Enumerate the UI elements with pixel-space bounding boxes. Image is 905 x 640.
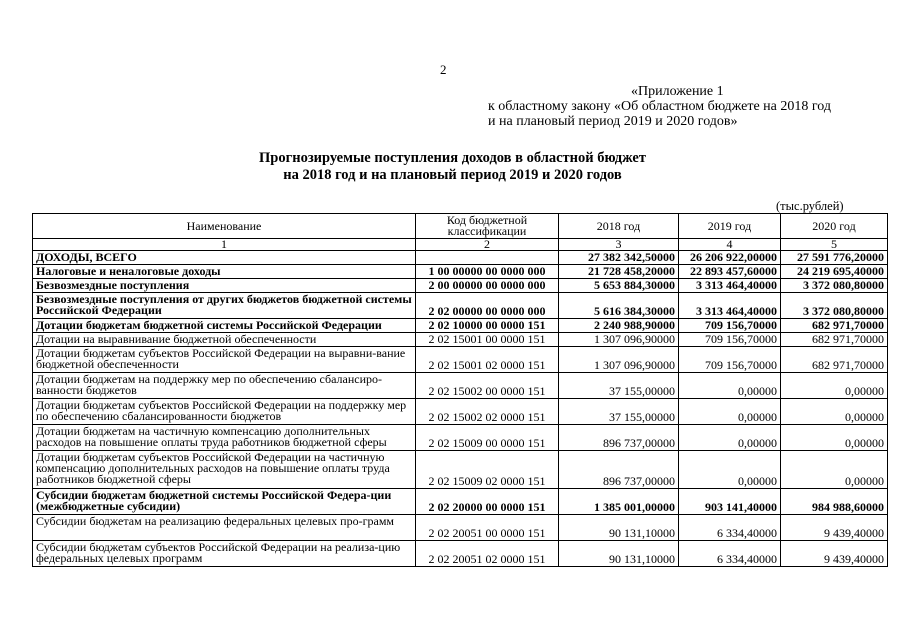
row-name: Дотации бюджетам субъектов Российской Федерации на выравни-вание бюджетной обеспеченности <box>33 347 416 373</box>
header-2018: 2018 год <box>559 214 679 239</box>
row-value-2019: 709 156,70000 <box>679 333 781 347</box>
units-label: (тыс.рублей) <box>776 199 844 213</box>
column-number-row <box>33 239 888 251</box>
row-code: 2 02 15009 02 0000 151 <box>416 451 559 489</box>
page-number: 2 <box>440 62 447 77</box>
header-2020: 2020 год <box>781 214 888 239</box>
row-value-2019: 3 313 464,40000 <box>679 293 781 319</box>
row-value-2018: 37 155,00000 <box>559 373 679 399</box>
table-row <box>33 541 888 567</box>
row-value-2018: 27 382 342,50000 <box>559 251 679 265</box>
header-code: Код бюджетной классификации <box>416 214 559 239</box>
row-value-2020: 0,00000 <box>781 373 888 399</box>
row-name: Субсидии бюджетам субъектов Российской Федерации на реализа-цию федеральных целевых программ <box>33 541 416 567</box>
row-value-2018: 1 385 001,00000 <box>559 489 679 515</box>
table-row <box>33 265 888 279</box>
column-number: 2 <box>416 239 559 251</box>
row-code: 2 02 15001 00 0000 151 <box>416 333 559 347</box>
row-code: 2 02 20051 02 0000 151 <box>416 541 559 567</box>
table-row <box>33 373 888 399</box>
row-code: 2 02 20000 00 0000 151 <box>416 489 559 515</box>
row-value-2018: 1 307 096,90000 <box>559 333 679 347</box>
column-number: 3 <box>559 239 679 251</box>
header-row <box>33 214 888 239</box>
table-row <box>33 515 888 541</box>
row-value-2019: 6 334,40000 <box>679 541 781 567</box>
row-value-2019: 709 156,70000 <box>679 347 781 373</box>
row-code: 2 02 15002 00 0000 151 <box>416 373 559 399</box>
row-value-2019: 0,00000 <box>679 399 781 425</box>
appendix-line-3: и на плановый период 2019 и 2020 годов» <box>488 114 738 129</box>
row-value-2020: 682 971,70000 <box>781 333 888 347</box>
row-value-2019: 0,00000 <box>679 425 781 451</box>
title-line-1: Прогнозируемые поступления доходов в областной бюджет <box>259 150 646 166</box>
table-row <box>33 251 888 265</box>
document-title <box>0 150 905 184</box>
row-name: Субсидии бюджетам бюджетной системы Российской Федера-ции (межбюджетные субсидии) <box>33 489 416 515</box>
row-code: 2 02 10000 00 0000 151 <box>416 319 559 333</box>
row-code: 2 02 00000 00 0000 000 <box>416 293 559 319</box>
table-row <box>33 489 888 515</box>
row-value-2020: 27 591 776,20000 <box>781 251 888 265</box>
row-name: Безвозмездные поступления <box>33 279 416 293</box>
appendix-note <box>488 84 831 129</box>
row-name: Безвозмездные поступления от других бюджетов бюджетной системы Российской Федерации <box>33 293 416 319</box>
row-name: Субсидии бюджетам на реализацию федеральных целевых про-грамм <box>33 515 416 541</box>
row-code: 2 02 20051 00 0000 151 <box>416 515 559 541</box>
row-name: Дотации бюджетам субъектов Российской Федерации на частичную компенсацию дополнительных расходов на повышение оплаты труда работников бюджетной сферы <box>33 451 416 489</box>
row-value-2018: 5 616 384,30000 <box>559 293 679 319</box>
table-row <box>33 293 888 319</box>
row-value-2018: 2 240 988,90000 <box>559 319 679 333</box>
row-value-2020: 0,00000 <box>781 399 888 425</box>
row-value-2020: 9 439,40000 <box>781 515 888 541</box>
row-value-2019: 6 334,40000 <box>679 515 781 541</box>
row-value-2018: 1 307 096,90000 <box>559 347 679 373</box>
header-name: Наименование <box>33 214 416 239</box>
row-value-2020: 984 988,60000 <box>781 489 888 515</box>
row-code: 2 02 15002 02 0000 151 <box>416 399 559 425</box>
column-number: 1 <box>33 239 416 251</box>
row-code: 2 02 15001 02 0000 151 <box>416 347 559 373</box>
row-code <box>416 251 559 265</box>
table-row <box>33 319 888 333</box>
table-row <box>33 279 888 293</box>
row-value-2019: 22 893 457,60000 <box>679 265 781 279</box>
row-name: ДОХОДЫ, ВСЕГО <box>33 251 416 265</box>
row-value-2019: 709 156,70000 <box>679 319 781 333</box>
column-number: 4 <box>679 239 781 251</box>
row-value-2020: 24 219 695,40000 <box>781 265 888 279</box>
row-code: 2 00 00000 00 0000 000 <box>416 279 559 293</box>
row-value-2020: 3 372 080,80000 <box>781 293 888 319</box>
appendix-line-1: «Приложение 1 <box>631 84 724 99</box>
row-name: Дотации бюджетам субъектов Российской Федерации на поддержку мер по обеспечению сбалансированности бюджетов <box>33 399 416 425</box>
row-value-2020: 0,00000 <box>781 451 888 489</box>
row-value-2019: 0,00000 <box>679 451 781 489</box>
row-value-2019: 26 206 922,00000 <box>679 251 781 265</box>
row-value-2020: 682 971,70000 <box>781 347 888 373</box>
title-line-2: на 2018 год и на плановый период 2019 и 2020 годов <box>283 167 622 183</box>
row-value-2020: 3 372 080,80000 <box>781 279 888 293</box>
row-value-2020: 9 439,40000 <box>781 541 888 567</box>
row-value-2018: 896 737,00000 <box>559 425 679 451</box>
row-value-2018: 21 728 458,20000 <box>559 265 679 279</box>
row-value-2019: 0,00000 <box>679 373 781 399</box>
income-table <box>32 213 888 567</box>
row-name: Дотации на выравнивание бюджетной обеспеченности <box>33 333 416 347</box>
table-row <box>33 425 888 451</box>
row-name: Дотации бюджетам на поддержку мер по обеспечению сбалансиро-ванности бюджетов <box>33 373 416 399</box>
table-row <box>33 451 888 489</box>
row-value-2018: 90 131,10000 <box>559 515 679 541</box>
appendix-line-2: к областному закону «Об областном бюджете на 2018 год <box>488 99 831 114</box>
header-2019: 2019 год <box>679 214 781 239</box>
row-value-2020: 0,00000 <box>781 425 888 451</box>
row-name: Налоговые и неналоговые доходы <box>33 265 416 279</box>
row-value-2018: 37 155,00000 <box>559 399 679 425</box>
row-name: Дотации бюджетам бюджетной системы Российской Федерации <box>33 319 416 333</box>
row-value-2019: 903 141,40000 <box>679 489 781 515</box>
row-value-2018: 5 653 884,30000 <box>559 279 679 293</box>
row-value-2018: 90 131,10000 <box>559 541 679 567</box>
row-name: Дотации бюджетам на частичную компенсацию дополнительных расходов на повышение оплаты труда работников бюджетной сферы <box>33 425 416 451</box>
table-row <box>33 333 888 347</box>
row-value-2019: 3 313 464,40000 <box>679 279 781 293</box>
table-row <box>33 399 888 425</box>
row-code: 2 02 15009 00 0000 151 <box>416 425 559 451</box>
row-value-2018: 896 737,00000 <box>559 451 679 489</box>
row-code: 1 00 00000 00 0000 000 <box>416 265 559 279</box>
column-number: 5 <box>781 239 888 251</box>
row-value-2020: 682 971,70000 <box>781 319 888 333</box>
table-row <box>33 347 888 373</box>
